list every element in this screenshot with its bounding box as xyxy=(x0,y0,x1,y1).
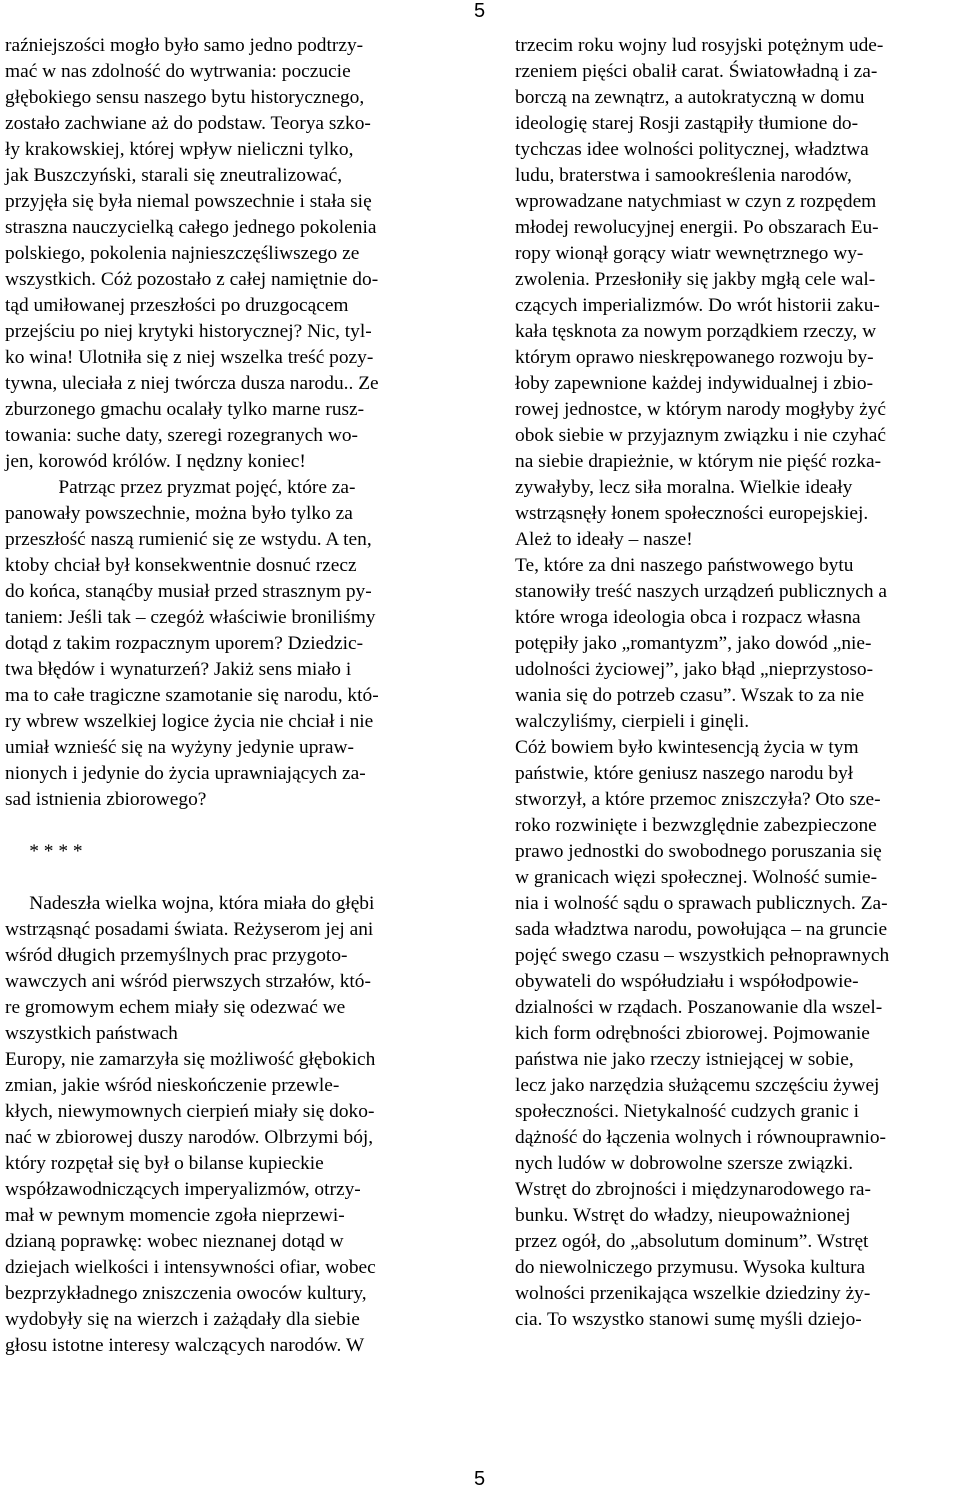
page-number-bottom: 5 xyxy=(474,1468,486,1490)
text-line: którym oprawo nieskrępowanego rozwoju by- xyxy=(515,347,874,368)
text-line: bunku. Wstręt do władzy, nieupoważnionej xyxy=(515,1205,851,1226)
text-line: wania się do potrzeb czasu”. Wszak to za nie xyxy=(515,685,865,706)
text-line: zywałyby, lecz siła moralna. Wielkie ideały xyxy=(515,477,853,498)
text-line: nych ludów w dobrowolne szersze związki. xyxy=(515,1153,854,1174)
text-line: ły krakowskiej, której wpływ nieliczni tylko, xyxy=(5,139,354,160)
text-line: Europy, nie zamarzyła się możliwość głębokich xyxy=(5,1049,376,1070)
text-line: wśród długich przemyślnych prac przygoto- xyxy=(5,945,348,966)
text-line: głębokiego sensu naszego bytu historycznego, xyxy=(5,87,365,108)
text-line: panowały powszechnie, można było tylko za xyxy=(5,503,353,524)
text-line: dzianą poprawkę: wobec nieznanej dotąd w xyxy=(5,1231,344,1252)
text-line: tywna, uleciała z niej twórcza dusza narodu.. Ze xyxy=(5,373,379,394)
text-line: współzawodniczących imperyalizmów, otrzy- xyxy=(5,1179,361,1200)
text-line: dotąd z takim rozpacznym uporem? Dziedzic- xyxy=(5,633,364,654)
right-text-column xyxy=(515,33,960,1333)
text-line: polskiego, pokolenia najnieszczęśliwszego ze xyxy=(5,243,360,264)
text-line: wolności przenikająca wszelkie dziedziny ży- xyxy=(515,1283,871,1304)
text-line: ma to całe tragiczne szamotanie się narodu, któ- xyxy=(5,685,379,706)
text-line: Ależ to ideały – nasze! xyxy=(515,529,693,550)
text-line: łoby zapewnione każdej indywidualnej i zbio- xyxy=(515,373,874,394)
text-line: tychczas idee wolności politycznej, władztwa xyxy=(515,139,869,160)
text-line: taniem: Jeśli tak – czegóż właściwie broniliśmy xyxy=(5,607,376,628)
text-line: ideologię starej Rosji zastąpiły tłumione do- xyxy=(515,113,859,134)
text-line: dziejach wielkości i intensywności ofiar, wobec xyxy=(5,1257,376,1278)
text-line: ktoby chciał był konsekwentnie dosnuć rzecz xyxy=(5,555,357,576)
text-line: rzeniem pięści obalił carat. Światowładną i za- xyxy=(515,61,878,82)
text-line: mał w pewnym momencie zgoła nieprzewi- xyxy=(5,1205,345,1226)
text-line: nionych i jedynie do życia uprawniających za- xyxy=(5,763,366,784)
text-line: towania: suche daty, szeregi rozegranych wo- xyxy=(5,425,359,446)
text-line: Patrząc przez pryzmat pojęć, które za- xyxy=(5,477,356,498)
text-line: potępiły jako „romantyzm”, jako dowód „nie- xyxy=(515,633,872,654)
left-text-column xyxy=(5,33,455,1359)
text-line: czących imperializmów. Do wrót historii zaku- xyxy=(515,295,880,316)
text-line: sad istnienia zbiorowego? xyxy=(5,789,207,810)
text-line: re gromowym echem miały się odezwać we xyxy=(5,997,346,1018)
text-line: wawczych ani wśród pierwszych strzałów, któ- xyxy=(5,971,371,992)
text-line: borczą na zewnątrz, a autokratyczną w domu xyxy=(515,87,865,108)
text-line: zwolenia. Przesłoniły się jakby mgłą cele wal- xyxy=(515,269,876,290)
text-line: dążność do łączenia wolnych i równouprawnio- xyxy=(515,1127,886,1148)
text-line: państwa nie jako rzeczy istniejącej w sobie, xyxy=(515,1049,854,1070)
text-line: do niewolniczego przymusu. Wysoka kultura xyxy=(515,1257,866,1278)
text-line: do końca, stanąćby musiał przed strasznym py- xyxy=(5,581,372,602)
text-line: obok siebie w przyjaznym związku i nie czyhać xyxy=(515,425,886,446)
text-line: wstrząsnąć posadami świata. Reżyserom jej ani xyxy=(5,919,374,940)
text-line: stanowiły treść naszych urządzeń publicznych a xyxy=(515,581,888,602)
text-line: kała tęsknota za nowym porządkiem rzeczy, w xyxy=(515,321,877,342)
text-line: twa błędów i wynaturzeń? Jakiż sens miało i xyxy=(5,659,352,680)
text-line: wstrząsnęły łonem społeczności europejskiej. xyxy=(515,503,869,524)
text-line: jak Buszczyński, starali się zneutralizować, xyxy=(5,165,343,186)
text-line: dzialności w rządach. Poszanowanie dla wszel- xyxy=(515,997,883,1018)
text-line: Te, które za dni naszego państwowego bytu xyxy=(515,555,854,576)
text-line: Nadeszła wielka wojna, która miała do głębi xyxy=(5,893,375,914)
text-line: sada władztwa narodu, powołująca – na gruncie xyxy=(515,919,888,940)
text-line: cia. To wszystko stanowi sumę myśli dziejo- xyxy=(515,1309,862,1330)
text-line: lecz jako narzędzia służącemu szczęściu żywej xyxy=(515,1075,880,1096)
text-line: stworzył, a które przemoc zniszczyła? Oto sze- xyxy=(515,789,881,810)
text-line: obywateli do współudziału i współodpowie- xyxy=(515,971,859,992)
text-line: udolności życiowej”, jako błąd „nieprzystoso- xyxy=(515,659,874,680)
text-line: kłych, niewymownych cierpień miały się doko- xyxy=(5,1101,375,1122)
text-line: Wstręt do zbrojności i międzynarodowego ra- xyxy=(515,1179,871,1200)
text-line: wydobyły się na wierzch i zażądały dla siebie xyxy=(5,1309,360,1330)
text-line: trzecim roku wojny lud rosyjski potężnym ude- xyxy=(515,35,884,56)
text-line: raźniejszości mogło było samo jedno podtrzy- xyxy=(5,35,364,56)
text-line: pojęć swego czasu – wszystkich pełnoprawnych xyxy=(515,945,890,966)
text-line: wprowadzane natychmiast w czyn z rozpędem xyxy=(515,191,877,212)
text-line: wszystkich. Cóż pozostało z całej namiętnie do- xyxy=(5,269,379,290)
text-line: przejściu po niej krytyki historycznej? Nic, tyl- xyxy=(5,321,372,342)
text-line: mać w nas zdolność do wytrwania: poczucie xyxy=(5,61,351,82)
text-line: walczyliśmy, cierpieli i ginęli. xyxy=(515,711,750,732)
text-line: społeczności. Nietykalność cudzych granic i xyxy=(515,1101,860,1122)
text-line: zburzonego gmachu ocalały tylko marne rusz- xyxy=(5,399,365,420)
text-line: ry wbrew wszelkiej logice życia nie chciał i nie xyxy=(5,711,374,732)
text-line: przyjęła się była niemal powszechnie i stała się xyxy=(5,191,372,212)
text-line: straszna nauczycielką całego jednego pokolenia xyxy=(5,217,377,238)
text-line: tąd umiłowanej przeszłości po druzgocącem xyxy=(5,295,349,316)
text-line: zostało zachwiane aż do podstaw. Teorya szko- xyxy=(5,113,371,134)
text-line xyxy=(5,813,455,839)
text-line xyxy=(5,865,455,891)
text-line: ludu, braterstwa i samookreślenia narodów, xyxy=(515,165,852,186)
text-line: nać w zbiorowej duszy narodów. Olbrzymi bój, xyxy=(5,1127,374,1148)
text-line: wszystkich państwach xyxy=(5,1023,178,1044)
text-line: na siebie drapieżnie, w którym nie pięść rozka- xyxy=(515,451,882,472)
text-line: w granicach więzi społecznej. Wolność sumie- xyxy=(515,867,878,888)
text-line: państwie, które geniusz naszego narodu był xyxy=(515,763,854,784)
text-line: rowej jednostce, w którym narody mogłyby żyć xyxy=(515,399,887,420)
text-line: zmian, jakie wśród nieskończenie przewle- xyxy=(5,1075,340,1096)
text-line: Cóż bowiem było kwintesencją życia w tym xyxy=(515,737,859,758)
page-number-top: 5 xyxy=(474,0,486,22)
text-line: który rozpętał się był o bilanse kupieckie xyxy=(5,1153,324,1174)
text-line: prawo jednostki do swobodnego poruszania się xyxy=(515,841,882,862)
text-line: jen, korowód królów. I nędzny koniec! xyxy=(5,451,306,472)
text-line: przez ogół, do „absolutum dominum”. Wstręt xyxy=(515,1231,869,1252)
text-line: które wroga ideologia obca i rozpacz własna xyxy=(515,607,861,628)
text-line: kich form odrębności zbiorowej. Pojmowanie xyxy=(515,1023,870,1044)
text-line: ko wina! Ulotniła się z niej wszelka treść pozy- xyxy=(5,347,374,368)
text-line: * * * * xyxy=(5,841,83,862)
text-line: roko rozwinięte i bezwzględnie zabezpieczone xyxy=(515,815,877,836)
text-line: umiał wznieść się na wyżyny jedynie upraw- xyxy=(5,737,354,758)
text-line: ropy wionął gorący wiatr wewnętrznego wy- xyxy=(515,243,864,264)
text-line: nia i wolność sądu o sprawach publicznych. Za- xyxy=(515,893,888,914)
text-line: młodej rewolucyjnej energii. Po obszarach Eu- xyxy=(515,217,879,238)
text-line: głosu istotne interesy walczących narodów. W xyxy=(5,1335,365,1356)
text-line: bezprzykładnego zniszczenia owoców kultury, xyxy=(5,1283,367,1304)
text-line: przeszłość naszą rumienić się ze wstydu. A ten, xyxy=(5,529,372,550)
